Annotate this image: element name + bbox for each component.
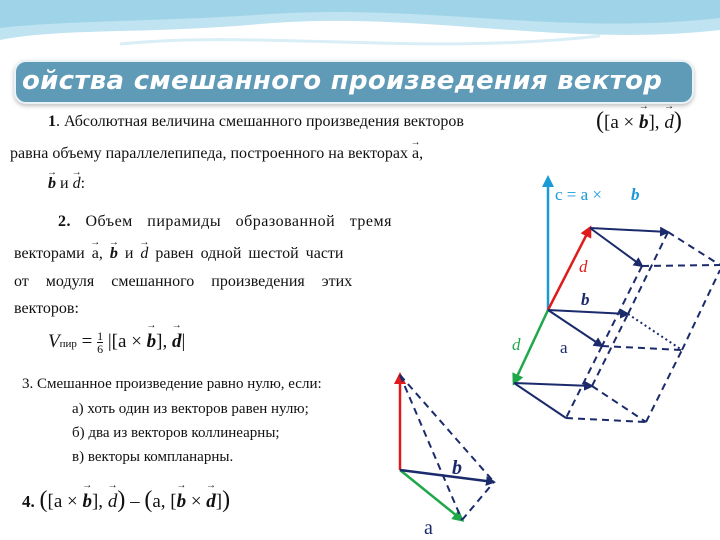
times-4: × [67,491,78,512]
property-2-text-2a: векторами [14,245,85,262]
vector-d: → d [664,112,674,134]
pyramid-volume-formula: Vпир = $\frac{1}{6}$ |[a × → b], → d| [48,330,185,355]
vector-a-4: a [53,491,63,512]
property-3-intro: 3. Смешанное произведение равно нулю, если: [22,376,322,392]
vector-a-4b: a [152,491,161,512]
and-word-p2: и [124,245,134,262]
vector-a-p2: → a [92,244,99,264]
property-3-case-a: а) хоть один из векторов равен нулю; [72,401,309,417]
vector-d-4b: → d [206,491,216,513]
figure-label-green-d: d [512,335,521,354]
vector-a-inline: → a [412,144,419,164]
property-2-text-2b: равен одной шестой части [155,245,344,262]
vector-d-p2: → d [140,244,148,264]
and-word: и [60,175,69,192]
figure-label-b: b [581,290,590,309]
pyramid-label-a: a [424,517,433,539]
property-2-text-1: Объем пирамиды образованной тремя [85,213,392,230]
figure-label-c: c = a × [555,185,603,204]
property-2-number: 2. [58,213,71,230]
minus-sign: – [130,491,140,512]
vector-b-f: → b [147,331,157,353]
property-2-line-2: векторами → a, → b и → d равен одной шестой части [14,244,343,264]
property-4-formula: 4. ([a × → b], → d) – (a, [→ b × → d]) [22,487,230,514]
vector-d-f: → d [172,331,182,353]
property-1-text-2: равна объему параллелепипеда, построенного на векторах [10,145,408,162]
figure-label-c-b: b [631,185,640,204]
comma: , [419,145,424,162]
vector-d-inline: → d [73,174,81,194]
colon: : [80,175,86,192]
pyramid-label-b: b [452,457,462,479]
times-f: × [131,330,142,352]
vector-b-inline: → b [48,174,56,194]
volume-subscript: пир [59,337,77,350]
vector-b-4: → b [82,491,92,513]
vector-a: a [610,112,619,133]
property-1-line-1: 1. Абсолютная величина смешанного произведения векторов [48,113,464,130]
figure-label-a: a [560,338,568,357]
property-2-text-4: векторов: [14,300,79,317]
volume-symbol: V [48,330,60,352]
vector-b-arrow [548,310,628,314]
property-1-number: 1 [48,113,56,130]
slide-title: ойства смешанного произведения вектор [22,66,663,96]
property-1-text-1: Абсолютная величина смешанного произведения векторов [64,113,464,130]
vector-b: → b [639,112,649,134]
property-3-case-c: в) векторы компланарны. [72,449,234,465]
vector-b-p2: → b [110,244,118,264]
parallelepiped-figure [514,178,720,422]
equals-symbol: = [81,330,93,352]
figure-label-d: d [579,257,588,276]
times-4b: × [190,491,202,512]
property-2-text-3: от модуля смешанного произведения этих [14,273,353,290]
pyramid-figure [400,375,494,520]
property-1-formula: ([a × → b], → d) [596,108,682,135]
property-3-case-b: б) два из векторов коллинеарны; [72,425,280,441]
fraction-numerator: 1 [97,329,104,343]
fraction-denominator: 6 [97,342,104,356]
vector-a-f: a [118,330,127,352]
property-4-number: 4. [22,492,35,511]
vector-b-4b: → b [177,491,187,513]
vector-d-4: → d [108,491,118,513]
times-symbol: × [623,112,635,133]
